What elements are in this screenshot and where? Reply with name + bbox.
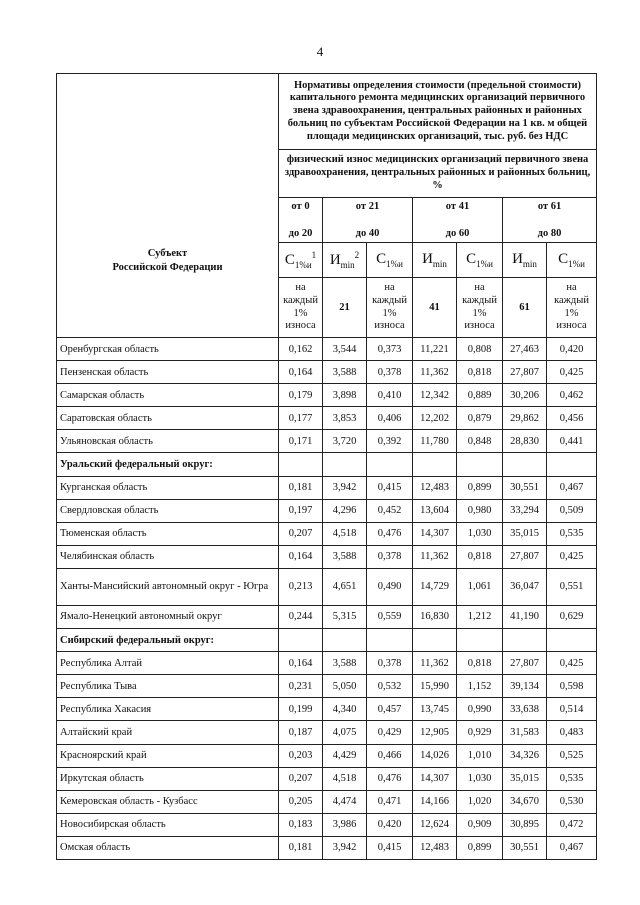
value-cell: 27,807 [503,361,547,384]
value-cell: 0,207 [279,522,323,545]
norms-table [56,73,597,860]
table-row [57,605,597,628]
value-cell: 1,020 [457,790,503,813]
value-cell: 0,909 [457,813,503,836]
region-name: Саратовская область [57,407,279,430]
value-cell [279,453,323,476]
value-cell: 0,535 [547,767,597,790]
value-cell: 0,415 [367,476,413,499]
subject-header-line2: Российской Федерации [112,261,223,273]
value-cell: 14,166 [413,790,457,813]
value-cell: 0,213 [279,568,323,605]
symbol-base: И [512,251,523,267]
value-cell: 12,905 [413,721,457,744]
subject-header-line1: Субъект [147,248,188,260]
value-cell: 0,818 [457,545,503,568]
value-cell: 0,181 [279,836,323,859]
value-cell: 1,010 [457,744,503,767]
value-cell: 3,942 [323,836,367,859]
value-cell: 0,378 [367,361,413,384]
value-cell: 0,420 [367,813,413,836]
value-cell: 0,848 [457,430,503,453]
symbol-subscript: min [432,259,447,269]
value-cell: 0,509 [547,499,597,522]
table-group-row [57,453,597,476]
region-name: Республика Тыва [57,675,279,698]
value-cell: 3,588 [323,652,367,675]
value-cell: 0,179 [279,384,323,407]
value-cell: 0,530 [547,790,597,813]
value-cell: 11,221 [413,338,457,361]
region-name: Свердловская область [57,499,279,522]
value-cell: 0,525 [547,744,597,767]
table-row [57,361,597,384]
value-cell: 0,476 [367,767,413,790]
value-cell [547,629,597,652]
per-percent-note: на каждый 1% износа [279,278,323,338]
value-cell: 30,895 [503,813,547,836]
value-cell: 0,980 [457,499,503,522]
range-from: от 41 [445,201,470,212]
value-cell [367,629,413,652]
range-from: от 0 [291,201,310,212]
region-name: Ханты-Мансийский автономный округ - Югра [57,568,279,605]
value-cell: 0,373 [367,338,413,361]
value-cell: 0,205 [279,790,323,813]
value-cell: 13,745 [413,698,457,721]
value-cell: 14,307 [413,767,457,790]
range-from: от 21 [355,201,380,212]
value-cell: 0,187 [279,721,323,744]
table-row [57,545,597,568]
value-cell: 30,551 [503,476,547,499]
value-cell: 0,452 [367,499,413,522]
value-cell: 0,162 [279,338,323,361]
value-cell [503,629,547,652]
symbol-base: С [466,251,477,267]
table-title: Нормативы определения стоимости (предельной стоимости) капитального ремонта медицинских организаций первичного звена здравоохранения, центральных районных и районных больниц по субъектам Российской Федерации на 1 кв. м общей площади медицинских организаций, тыс. руб. без НДС [279,74,597,150]
table-row [57,384,597,407]
subject-column-header [57,74,279,338]
region-name: Республика Алтай [57,652,279,675]
table-row [57,698,597,721]
symbol-base: И [422,251,433,267]
region-name: Кемеровская область - Кузбасс [57,790,279,813]
value-cell: 4,075 [323,721,367,744]
value-cell: 12,202 [413,407,457,430]
value-cell: 0,425 [547,652,597,675]
value-cell: 4,474 [323,790,367,813]
value-cell: 28,830 [503,430,547,453]
value-cell [367,453,413,476]
value-cell: 3,986 [323,813,367,836]
region-name: Красноярский край [57,744,279,767]
table-group-row [57,629,597,652]
value-cell: 41,190 [503,605,547,628]
range-to: до 40 [355,227,380,239]
value-cell: 34,670 [503,790,547,813]
value-cell: 15,990 [413,675,457,698]
value-cell: 3,720 [323,430,367,453]
value-cell: 13,604 [413,499,457,522]
value-cell: 0,472 [547,813,597,836]
value-cell: 0,808 [457,338,503,361]
value-cell: 0,598 [547,675,597,698]
min-wear-value: 41 [413,278,457,338]
value-cell: 14,026 [413,744,457,767]
value-cell: 0,181 [279,476,323,499]
value-cell: 0,532 [367,675,413,698]
range-to: до 60 [445,227,470,239]
range-41-60 [413,198,503,243]
region-name: Самарская область [57,384,279,407]
symbol-subscript: min [340,260,355,270]
value-cell: 30,206 [503,384,547,407]
per-percent-note: на каждый 1% износа [547,278,597,338]
symbol-subscript: 1%и [294,260,312,270]
value-cell: 34,326 [503,744,547,767]
value-cell: 0,164 [279,545,323,568]
symbol-c [457,243,503,278]
value-cell: 0,378 [367,652,413,675]
value-cell: 4,518 [323,522,367,545]
value-cell [413,453,457,476]
value-cell: 0,467 [547,836,597,859]
region-name: Омская область [57,836,279,859]
range-to: до 20 [288,227,313,239]
value-cell: 0,415 [367,836,413,859]
region-name: Новосибирская область [57,813,279,836]
value-cell: 0,490 [367,568,413,605]
value-cell: 11,362 [413,361,457,384]
value-cell: 14,729 [413,568,457,605]
min-wear-value: 21 [323,278,367,338]
value-cell: 0,244 [279,605,323,628]
table-row [57,568,597,605]
value-cell: 0,183 [279,813,323,836]
table-row [57,767,597,790]
value-cell: 27,807 [503,652,547,675]
region-name: Алтайский край [57,721,279,744]
value-cell: 35,015 [503,522,547,545]
per-percent-note: на каждый 1% износа [367,278,413,338]
value-cell: 4,429 [323,744,367,767]
symbol-c [367,243,413,278]
symbol-c-with-footnote [279,243,323,278]
table-row [57,836,597,859]
value-cell: 0,199 [279,698,323,721]
value-cell: 0,629 [547,605,597,628]
value-cell: 0,164 [279,361,323,384]
value-cell [457,629,503,652]
table-row [57,652,597,675]
symbol-base: С [558,251,569,267]
value-cell: 12,624 [413,813,457,836]
region-name: Ульяновская область [57,430,279,453]
symbol-i-min-with-footnote [323,243,367,278]
value-cell: 0,514 [547,698,597,721]
value-cell: 11,780 [413,430,457,453]
range-0-20 [279,198,323,243]
value-cell: 0,559 [367,605,413,628]
federal-district-name: Уральский федеральный округ: [57,453,279,476]
value-cell: 0,456 [547,407,597,430]
region-name: Иркутская область [57,767,279,790]
region-name: Тюменская область [57,522,279,545]
value-cell: 0,990 [457,698,503,721]
value-cell: 39,134 [503,675,547,698]
table-row [57,675,597,698]
value-cell: 3,588 [323,545,367,568]
value-cell [457,453,503,476]
value-cell [413,629,457,652]
value-cell: 0,392 [367,430,413,453]
value-cell: 12,483 [413,476,457,499]
table-row [57,813,597,836]
region-name: Курганская область [57,476,279,499]
table-row [57,790,597,813]
value-cell: 30,551 [503,836,547,859]
per-percent-note: на каждый 1% износа [457,278,503,338]
value-cell: 1,212 [457,605,503,628]
value-cell: 1,152 [457,675,503,698]
table-row [57,338,597,361]
value-cell: 27,807 [503,545,547,568]
value-cell: 31,583 [503,721,547,744]
symbol-subscript: 1%и [476,259,493,269]
value-cell [503,453,547,476]
value-cell: 0,476 [367,522,413,545]
value-cell: 0,879 [457,407,503,430]
symbol-i-min [413,243,457,278]
footnote-mark: 2 [354,250,360,260]
table-body [57,338,597,860]
table-row [57,407,597,430]
value-cell: 0,818 [457,361,503,384]
symbol-c [547,243,597,278]
symbol-base: С [284,252,295,268]
value-cell: 4,518 [323,767,367,790]
value-cell: 0,535 [547,522,597,545]
symbol-base: И [329,252,341,268]
value-cell: 0,889 [457,384,503,407]
value-cell: 0,207 [279,767,323,790]
value-cell: 0,410 [367,384,413,407]
value-cell: 11,362 [413,652,457,675]
value-cell: 0,462 [547,384,597,407]
region-name: Оренбургская область [57,338,279,361]
value-cell: 0,406 [367,407,413,430]
value-cell: 27,463 [503,338,547,361]
value-cell [547,453,597,476]
value-cell: 0,429 [367,721,413,744]
value-cell: 3,588 [323,361,367,384]
value-cell: 29,862 [503,407,547,430]
value-cell: 35,015 [503,767,547,790]
region-name: Пензенская область [57,361,279,384]
range-to: до 80 [537,227,562,239]
range-61-80 [503,198,597,243]
region-name: Республика Хакасия [57,698,279,721]
value-cell: 4,296 [323,499,367,522]
federal-district-name: Сибирский федеральный округ: [57,629,279,652]
value-cell: 36,047 [503,568,547,605]
value-cell: 0,899 [457,836,503,859]
value-cell: 4,340 [323,698,367,721]
table-row [57,430,597,453]
value-cell [279,629,323,652]
value-cell: 11,362 [413,545,457,568]
wear-subtitle: физический износ медицинских организаций первичного звена здравоохранения, центральных районных и районных больниц, % [279,150,597,198]
value-cell: 5,050 [323,675,367,698]
value-cell: 0,818 [457,652,503,675]
value-cell: 33,294 [503,499,547,522]
value-cell: 12,342 [413,384,457,407]
table-row [57,476,597,499]
value-cell [323,629,367,652]
value-cell: 0,551 [547,568,597,605]
value-cell: 0,467 [547,476,597,499]
symbol-subscript: 1%и [386,259,403,269]
value-cell: 3,942 [323,476,367,499]
table-row [57,744,597,767]
value-cell: 3,853 [323,407,367,430]
value-cell: 0,197 [279,499,323,522]
value-cell: 0,899 [457,476,503,499]
value-cell: 0,378 [367,545,413,568]
value-cell: 0,177 [279,407,323,430]
value-cell: 0,203 [279,744,323,767]
value-cell: 1,030 [457,522,503,545]
value-cell: 4,651 [323,568,367,605]
value-cell: 0,425 [547,545,597,568]
table-row [57,499,597,522]
value-cell: 0,457 [367,698,413,721]
value-cell: 0,171 [279,430,323,453]
value-cell: 0,441 [547,430,597,453]
region-name: Челябинская область [57,545,279,568]
value-cell: 1,030 [457,767,503,790]
table-header [57,74,597,338]
range-from: от 61 [537,201,562,212]
symbol-subscript: min [522,259,537,269]
value-cell: 1,061 [457,568,503,605]
symbol-subscript: 1%и [568,259,585,269]
region-name: Ямало-Ненецкий автономный округ [57,605,279,628]
symbol-base: С [376,251,387,267]
value-cell: 0,164 [279,652,323,675]
value-cell: 33,638 [503,698,547,721]
range-21-40 [323,198,413,243]
value-cell: 0,466 [367,744,413,767]
value-cell: 3,898 [323,384,367,407]
value-cell: 0,420 [547,338,597,361]
min-wear-value: 61 [503,278,547,338]
value-cell: 5,315 [323,605,367,628]
value-cell: 0,929 [457,721,503,744]
page-number: 4 [316,44,324,59]
value-cell: 16,830 [413,605,457,628]
value-cell: 0,425 [547,361,597,384]
value-cell [323,453,367,476]
value-cell: 14,307 [413,522,457,545]
table-row [57,721,597,744]
table-row [57,522,597,545]
value-cell: 12,483 [413,836,457,859]
value-cell: 0,471 [367,790,413,813]
value-cell: 0,483 [547,721,597,744]
footnote-mark: 1 [311,250,317,260]
value-cell: 0,231 [279,675,323,698]
value-cell: 3,544 [323,338,367,361]
symbol-i-min [503,243,547,278]
